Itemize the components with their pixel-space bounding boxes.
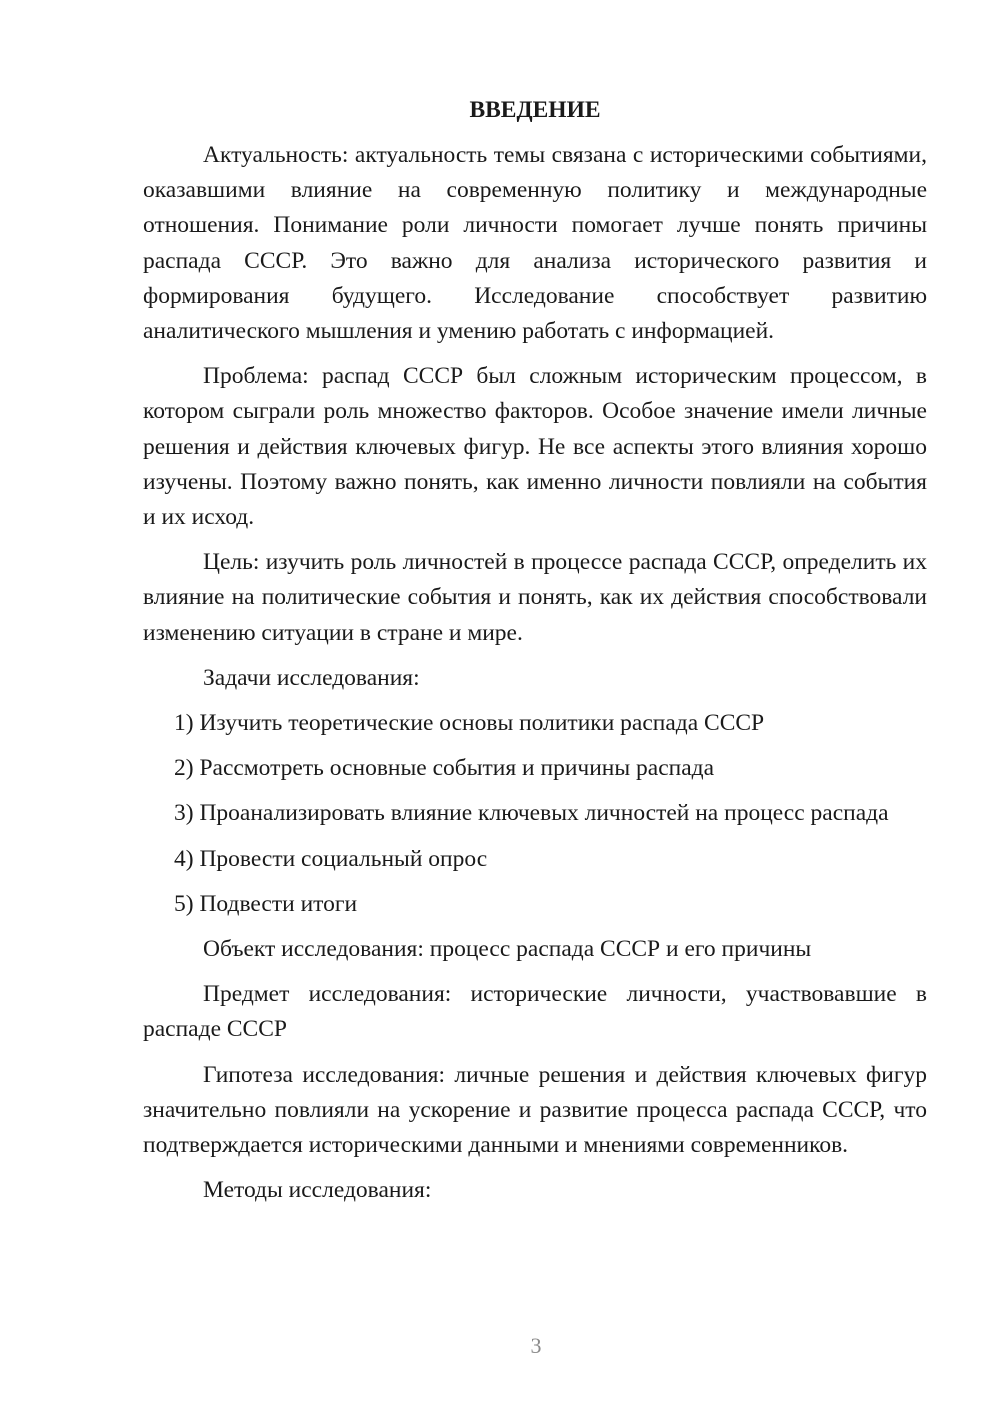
relevance-paragraph: Актуальность: актуальность темы связана с историческими событиями, оказавшими влияние на современную политику и международные отношения. Понимание роли личности помогает лучше понять причины распада СССР. Это важно для анализа исторического развития и формирования будущего. Исследование способствует развитию аналитического мышления и умению работать с информацией. (143, 142, 927, 345)
tasks-intro: Задачи исследования: (203, 664, 420, 691)
task-item-2: 2) Рассмотреть основные события и причины распада (174, 755, 715, 782)
task-item-3: 3) Проанализировать влияние ключевых личностей на процесс распада (174, 800, 889, 827)
hypothesis-paragraph: Гипотеза исследования: личные решения и действия ключевых фигур значительно повлияли на ускорение и развитие процесса распада СССР, что подтверждается историческими данными и мнениями современников. (143, 1061, 927, 1159)
subject-paragraph: Предмет исследования: исторические личности, участвовавшие в распаде СССР (143, 981, 927, 1043)
task-item-4: 4) Провести социальный опрос (174, 845, 488, 872)
goal-paragraph: Цель: изучить роль личностей в процессе распада СССР, определить их влияние на политические события и понять, как их действия способствовали изменению ситуации в стране и мире. (143, 549, 927, 646)
object-paragraph: Объект исследования: процесс распада СССР и его причины (203, 936, 812, 963)
methods-paragraph: Методы исследования: (203, 1177, 432, 1204)
task-item-1: 1) Изучить теоретические основы политики распада СССР (174, 710, 765, 737)
problem-paragraph: Проблема: распад СССР был сложным историческим процессом, в котором сыграли роль множество факторов. Особое значение имели личные решения и действия ключевых фигур. Не все аспекты этого влияния хорошо изучены. Поэтому важно понять, как именно личности повлияли на события и их исход. (143, 363, 927, 531)
page-number: 3 (530, 1333, 542, 1358)
task-item-5: 5) Подвести итоги (174, 890, 358, 917)
document-heading: ВВЕДЕНИЕ (469, 97, 601, 123)
document-page (143, 92, 927, 1218)
